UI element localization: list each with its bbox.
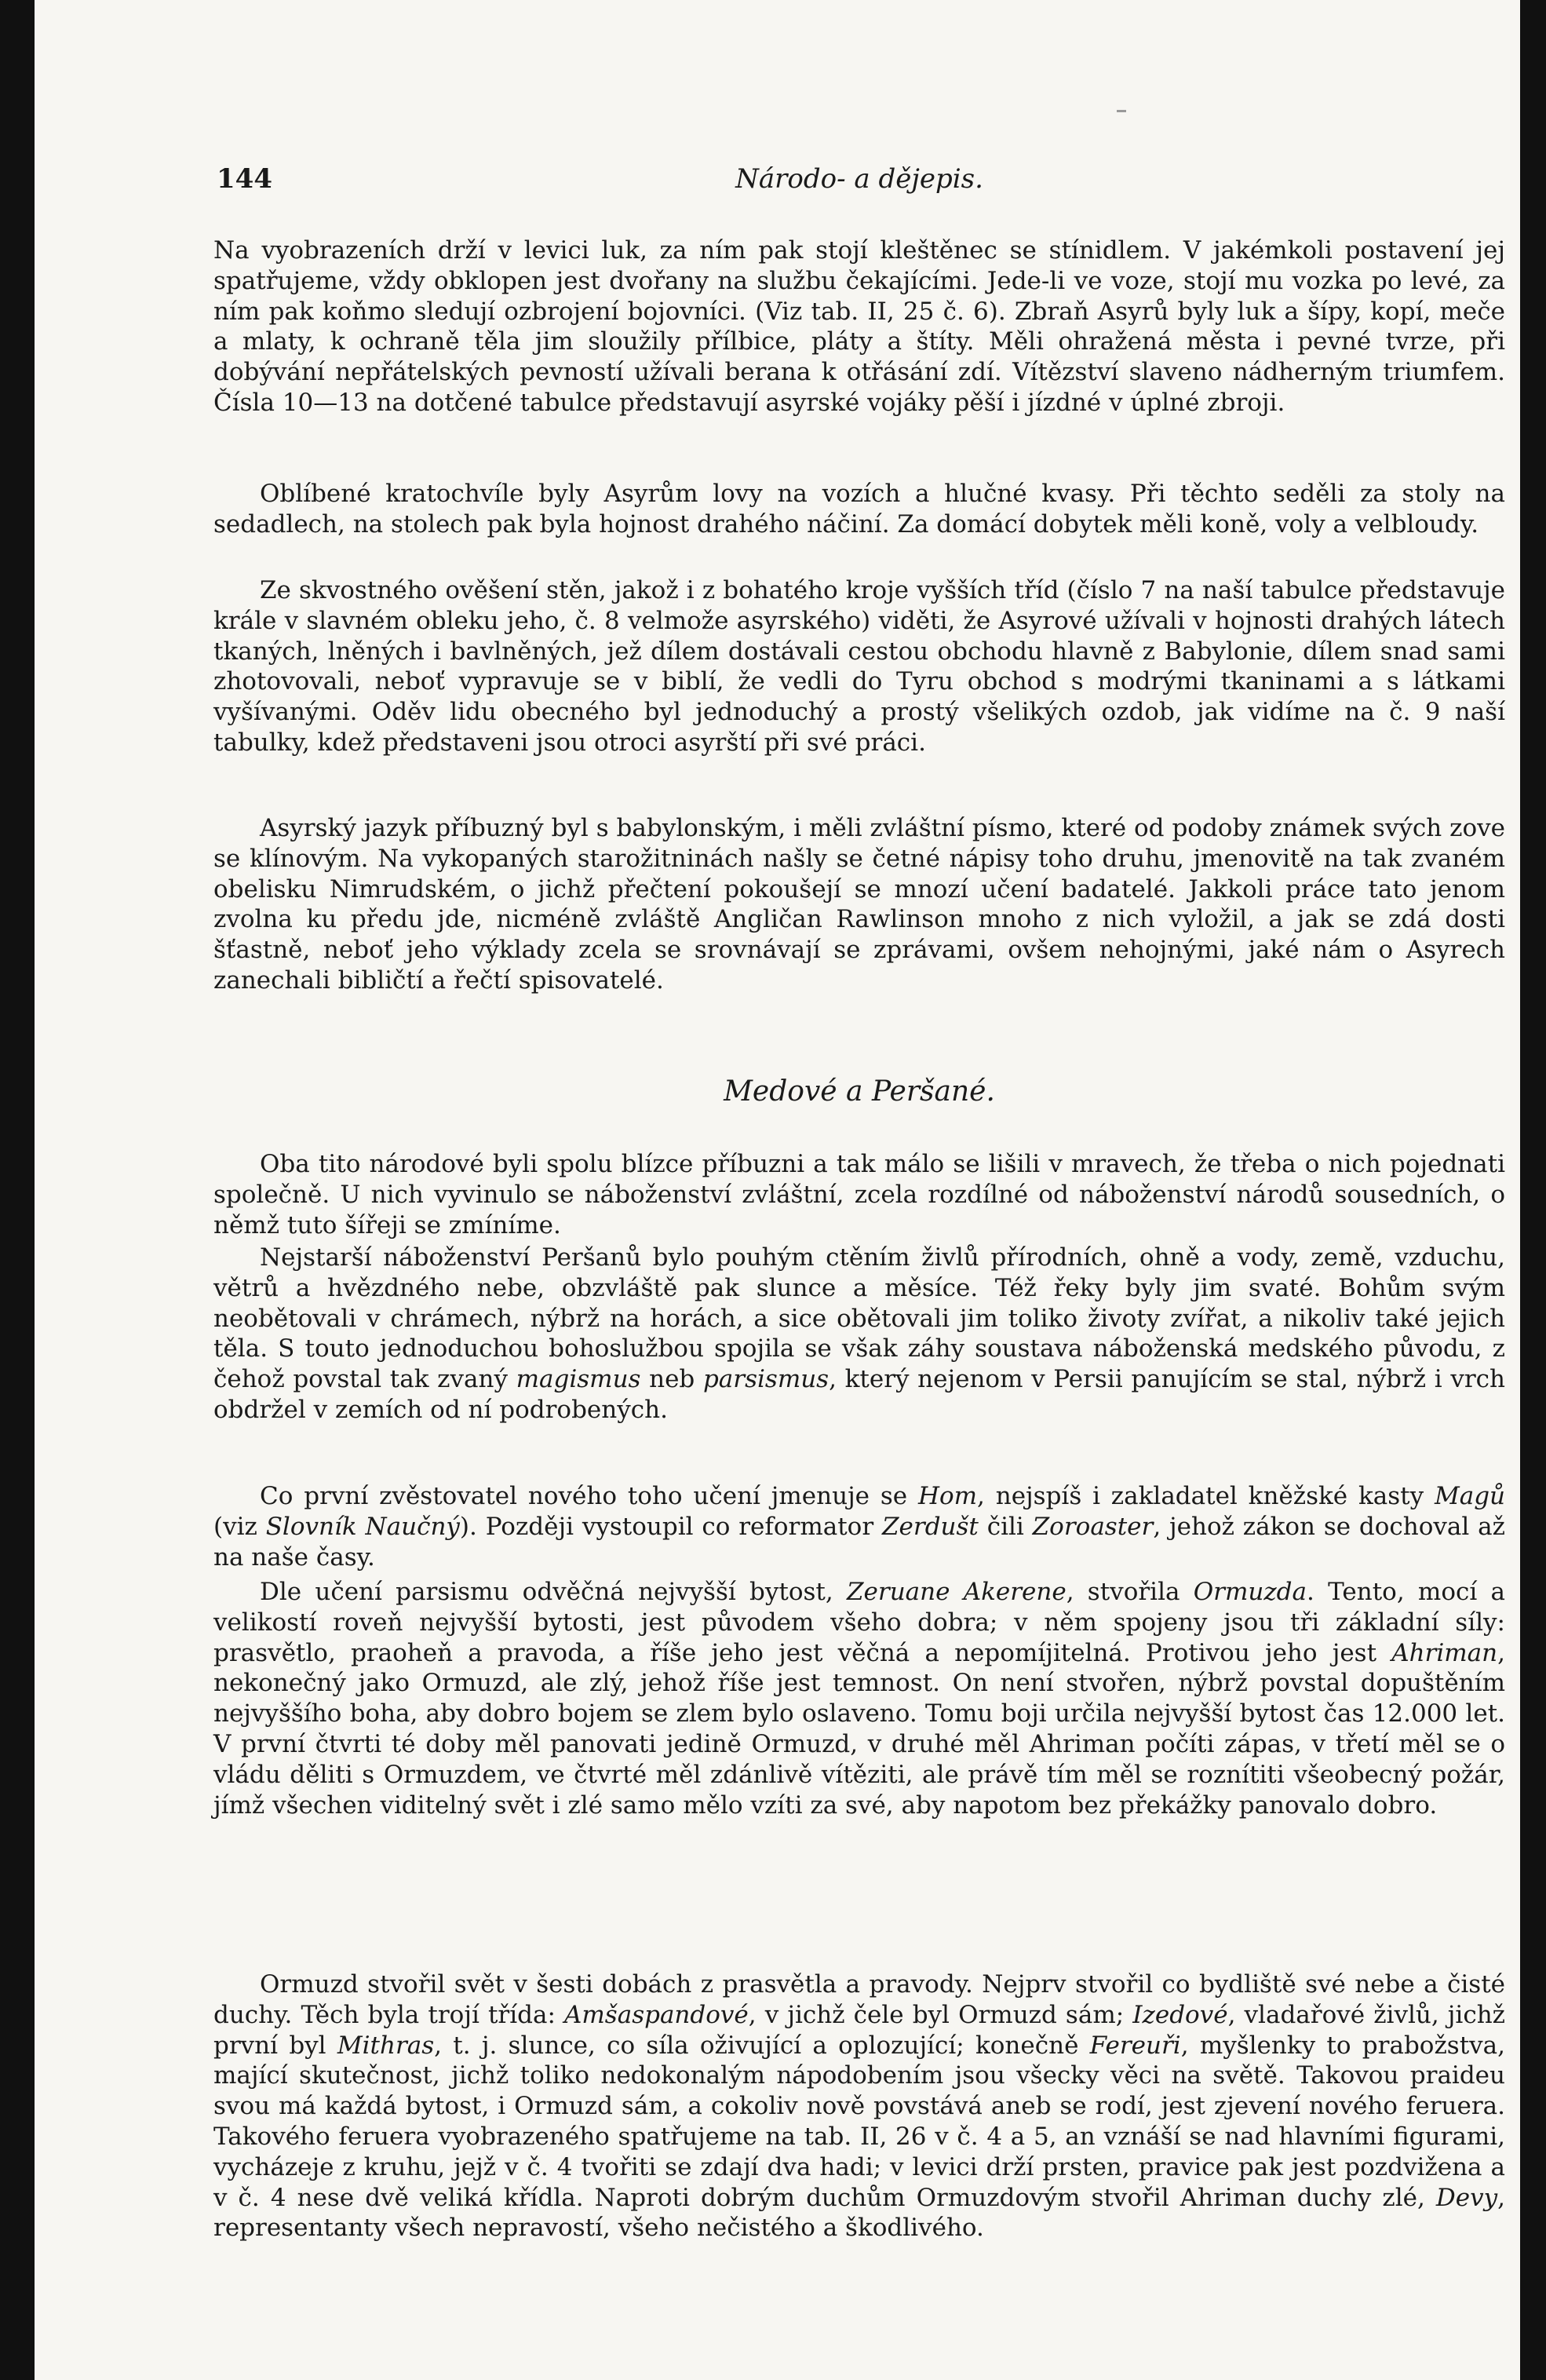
page-number: 144: [217, 163, 272, 195]
name-fereuri: Fereuři: [1089, 2031, 1181, 2060]
term-magismus: magismus: [516, 1365, 641, 1394]
section-paragraph-4: Dle učení parsismu odvěčná nejvyšší bytost, Zeruane Akerene, stvořila Ormuzda. Tento, mocí a velikostí roveň nejvyšší bytosti, jest původem všeho dobra; v něm spojeny jsou tři základní síly: prasvětlo, praoheň a pravoda, a říše jeho jest věčná a nepomíjitelná. Protivou jeho jest Ahriman, nekonečný jako Ormuzd, ale zlý, jehož říše jest temnost. On není stvořen, nýbrž povstal dopuštěním nejvyššího boha, aby dobro bojem se zlem bylo oslaveno. Tomu boji určila nejvyšší bytost čas 12.000 let. V první čtvrti té doby měl panovati jedině Ormuzd, v druhé měl Ahriman počíti zápas, v třetí měl se o vládu děliti s Ormuzdem, ve čtvrté měl zdánlivě vítěziti, ale právě tím měl se roznítiti všeobecný požár, jímž všechen viditelný svět i zlé samo mělo vzíti za své, aby napotom bez překážky panovalo dobro.: [213, 1578, 1506, 1820]
name-zerdust: Zerdušt: [881, 1512, 979, 1541]
section-paragraph-3: Co první zvěstovatel nového toho učení jmenuje se Hom, nejspíš i zakladatel kněžské kasty Magů (viz Slovník Naučný). Později vystoupil co reformator Zerdušt čili Zoroaster, jehož zákon se dochoval až na naše časy.: [213, 1482, 1506, 1571]
running-title: Národo- a dějepis.: [735, 163, 983, 195]
name-devy: Devy: [1435, 2183, 1498, 2212]
page-header: [213, 163, 1505, 203]
term-parsismus: parsismus: [702, 1365, 830, 1394]
scanned-page: [35, 0, 1520, 2380]
name-zoroaster: Zoroaster: [1032, 1512, 1154, 1541]
paragraph-2: Oblíbené kratochvíle byly Asyrům lovy na vozích a hlučné kvasy. Při těchto seděli za stoly na sedadlech, na stolech pak byla hojnost drahého náčiní. Za domácí dobytek měli koně, voly a velbloudy.: [213, 480, 1505, 538]
name-magu: Magů: [1434, 1482, 1506, 1510]
name-ormuzda: Ormuzda: [1193, 1578, 1307, 1606]
section-paragraph-2: Nejstarší náboženství Peršanů bylo pouhým ctěním živlů přírodních, ohně a vody, země, vzduchu, větrů a hvězdného nebe, obzvláště pak slunce a měsíce. Též řeky byly jim svaté. Bohům svým neobětovali v chrámech, nýbrž na horách, a sice obětovali jim toliko životy zvířat, a nikoliv také jejich těla. S touto jednoduchou bohoslužbou spojila se však záhy soustava náboženská medského původu, z čehož povstal tak zvaný magismus neb parsismus, který nejenom v Persii panujícím se stal, nýbrž i vrch obdržel v zemích od ní podrobených.: [213, 1243, 1505, 1424]
scan-speck: [1117, 110, 1126, 112]
name-hom: Hom: [917, 1482, 978, 1510]
paragraph-3: Ze skvostného ověšení stěn, jakož i z bohatého kroje vyšších tříd (číslo 7 na naší tabulce představuje krále v slavném obleku jeho, č. 8 velmože asyrského) viděti, že Asyrové užívali v hojnosti drahých látech tkaných, lněných i bavlněných, jež dílem dostávali cestou obchodu hlavně z Babylonie, dílem snad sami zhotovovali, neboť vypravuje se v biblí, že vedli do Tyru obchod s modrými tkaninami a s látkami vyšívanými. Oděv lidu obecného byl jednoduchý a prostý všelikých ozdob, jak vidíme na č. 9 naší tabulky, kdež představeni jsou otroci asyrští při své práci.: [213, 576, 1505, 757]
paragraph-4: Asyrský jazyk příbuzný byl s babylonským, i měli zvláštní písmo, které od podoby známek svých zove se klínovým. Na vykopaných starožitninách našly se četné nápisy toho druhu, jmenovitě na tak zvaném obelisku Nimrudském, o jichž přečtení pokoušejí se mnozí učení badatelé. Jakkoli práce tato jenom zvolna ku předu jde, nicméně zvláště Angličan Rawlinson mnoho z nich vyložil, a jak se zdá dosti šťastně, neboť jeho výklady zcela se srovnávají se zprávami, ovšem nehojnými, jaké nám o Asyrech zanechali bibličtí a řečtí spisovatelé.: [213, 814, 1505, 995]
name-izedove: Izedové: [1132, 2000, 1228, 2029]
section-heading: Medové a Peršané.: [724, 1075, 995, 1108]
section-paragraph-5: Ormuzd stvořil svět v šesti dobách z prasvětla a pravody. Nejprv stvořil co bydliště své nebe a čisté duchy. Těch byla trojí třída: Amšaspandové, v jichž čele byl Ormuzd sám; Izedové, vladařové živlů, jichž první byl Mithras, t. j. slunce, co síla oživující a oplozující; konečně Fereuři, myšlenky to prabožstva, mající skutečnost, jichž toliko nedokonalým nápodobením jsou všecky věci na světě. Takovou praideu svou má každá bytost, i Ormuzd sám, a cokoliv nově povstává aneb se rodí, jest zjevení nového feruera. Takového feruera vyobrazeného spatřujeme na tab. II, 26 v č. 4 a 5, an vznáší se nad hlavními figurami, vycházeje z kruhu, jejž v č. 4 tvořiti se zdají dva hadi; v levici drží prsten, pravice pak jest pozdvižena a v č. 4 nese dvě veliká křídla. Naproti dobrým duchům Ormuzdovým stvořil Ahriman duchy zlé, Devy, representanty všech nepravostí, všeho nečistého a škodlivého.: [213, 1970, 1505, 2243]
paragraph-1: Na vyobrazeních drží v levici luk, za ním pak stojí kleštěnec se stínidlem. V jakémkoli postavení jej spatřujeme, vždy obklopen jest dvořany na službu čekajícími. Jede-li ve voze, stojí mu vozka po levé, za ním pak koňmo sledují ozbrojení bojovníci. (Viz tab. II, 25 č. 6). Zbraň Asyrů byly luk a šípy, kopí, meče a mlaty, k ochraně těla jim sloužily přílbice, pláty a štíty. Měli ohražená města i pevné tvrze, při dobývání nepřátelských pevností užívali berana k otřásání zdí. Vítězství slaveno nádherným triumfem. Čísla 10—13 na dotčené tabulce představují asyrské vojáky pěší i jízdné v úplné zbroji.: [213, 236, 1505, 417]
section-paragraph-1: Oba tito národové byli spolu blízce příbuzni a tak málo se lišili v mravech, že třeba o nich pojednati společně. U nich vyvinulo se náboženství zvláštní, zcela rozdílné od náboženství národů sousedních, o němž tuto šířeji se zmíníme.: [213, 1150, 1505, 1239]
ref-slovnik-naucny: Slovník Naučný: [265, 1512, 460, 1541]
name-zeruane-akerene: Zeruane Akerene: [846, 1578, 1067, 1606]
name-mithras: Mithras: [337, 2031, 435, 2060]
name-amsaspandove: Amšaspandové: [564, 2000, 749, 2029]
name-ahriman: Ahriman: [1391, 1638, 1498, 1667]
